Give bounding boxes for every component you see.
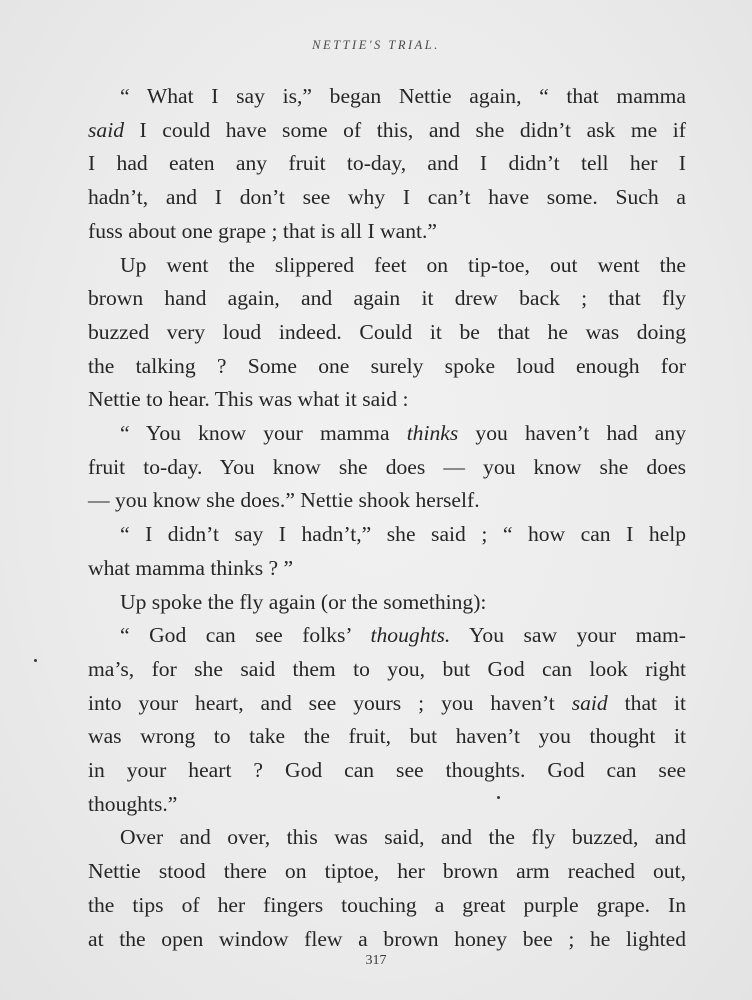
text-line: “ God can see folks’ thoughts. You saw your mam-: [120, 623, 687, 648]
text-line: in your heart ? God can see thoughts. God can see: [88, 758, 686, 782]
text-line: said I could have some of this, and she didn’t ask me if: [88, 117, 686, 142]
text-line: the tips of her fingers touching a great purple grape. In: [88, 892, 686, 917]
text-line: thoughts.”: [88, 791, 178, 816]
text-line: Up spoke the fly again (or the something):: [120, 589, 487, 614]
text-line: was wrong to take the fruit, but haven’t you thought it: [88, 724, 686, 749]
print-speck: [497, 796, 500, 799]
page-number: 317: [365, 953, 387, 968]
text-line: into your heart, and see yours ; you haven’t said that it: [88, 690, 686, 715]
running-head: NETTIE'S TRIAL.: [312, 38, 440, 52]
text-line: ma’s, for she said them to you, but God can look right: [88, 656, 686, 681]
text-line: Nettie to hear. This was what it said :: [88, 387, 409, 412]
text-line: “ What I say is,” began Nettie again, “ that mamma: [120, 84, 686, 108]
text-line: I had eaten any fruit to-day, and I didn’t tell her I: [88, 151, 686, 176]
text-line: — you know she does.” Nettie shook herself.: [88, 488, 480, 513]
text-line: the talking ? Some one surely spoke loud enough for: [88, 353, 686, 378]
print-speck: [34, 659, 37, 662]
text-line: buzzed very loud indeed. Could it be that he was doing: [88, 319, 686, 344]
text-line: fruit to-day. You know she does — you know she does: [88, 454, 686, 479]
text-line: Over and over, this was said, and the fly buzzed, and: [120, 825, 686, 850]
text-line: fuss about one grape ; that is all I want.”: [88, 218, 438, 243]
text-line: brown hand again, and again it drew back ; that fly: [88, 286, 686, 311]
text-line: “ I didn’t say I hadn’t,” she said ; “ how can I help: [120, 522, 686, 547]
text-line: “ You know your mamma thinks you haven’t had any: [120, 421, 686, 445]
text-line: hadn’t, and I don’t see why I can’t have some. Such a: [88, 185, 686, 210]
text-line: at the open window flew a brown honey bee ; he lighted: [88, 926, 686, 951]
text-line: Up went the slippered feet on tip-toe, out went the: [120, 252, 686, 277]
text-line: what mamma thinks ? ”: [88, 555, 294, 580]
text-line: Nettie stood there on tiptoe, her brown arm reached out,: [88, 859, 686, 884]
